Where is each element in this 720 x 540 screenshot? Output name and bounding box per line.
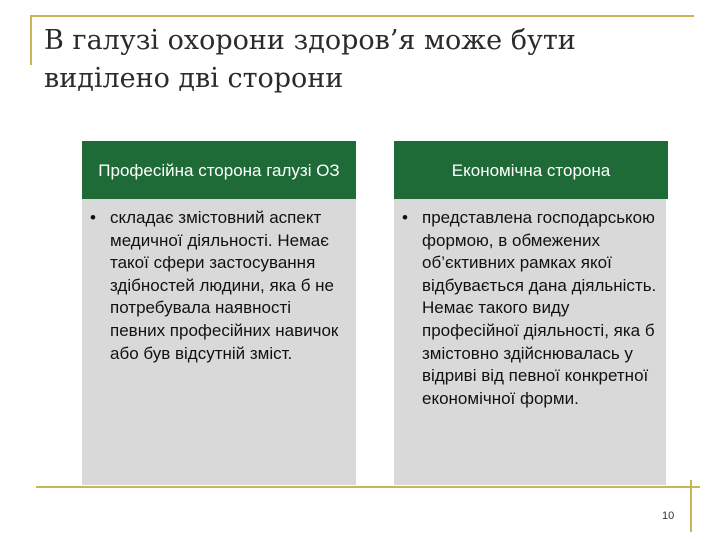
column-body-professional xyxy=(82,199,356,485)
column-body-economic xyxy=(394,199,666,485)
slide-title xyxy=(44,22,684,98)
frame-top-rule xyxy=(30,15,694,17)
bullet-list xyxy=(394,207,658,410)
column-header-professional xyxy=(82,141,356,199)
bullet-item: • представлена господарською формою, в обмежених об’єктивних рамках якої відбувається дана діяльність. Немає такого виду професійної діяльності, яка б змістовно здійснювалась у відриві від певної конкретної економічної форми. xyxy=(394,207,658,410)
page-number: 10 xyxy=(662,510,675,522)
column-header-economic xyxy=(394,141,668,199)
frame-left-rule xyxy=(30,15,32,65)
column-header-label: Професійна сторона галузі ОЗ xyxy=(98,160,340,180)
frame-right-rule xyxy=(690,480,692,532)
slide-title-line-2: виділено дві сторони xyxy=(44,63,344,94)
frame-bottom-rule xyxy=(36,486,700,488)
column-header-label: Економічна сторона xyxy=(451,160,611,180)
slide-title-line-1: В галузі охорони здоров’я може бути xyxy=(44,25,576,56)
bullet-list xyxy=(82,207,346,365)
bullet-item: • складає змістовний аспект медичної діяльності. Немає такої сфери застосування здібностей людини, яка б не потребувала наявності певних професійних навичок або був відсутній зміст. xyxy=(82,207,346,365)
